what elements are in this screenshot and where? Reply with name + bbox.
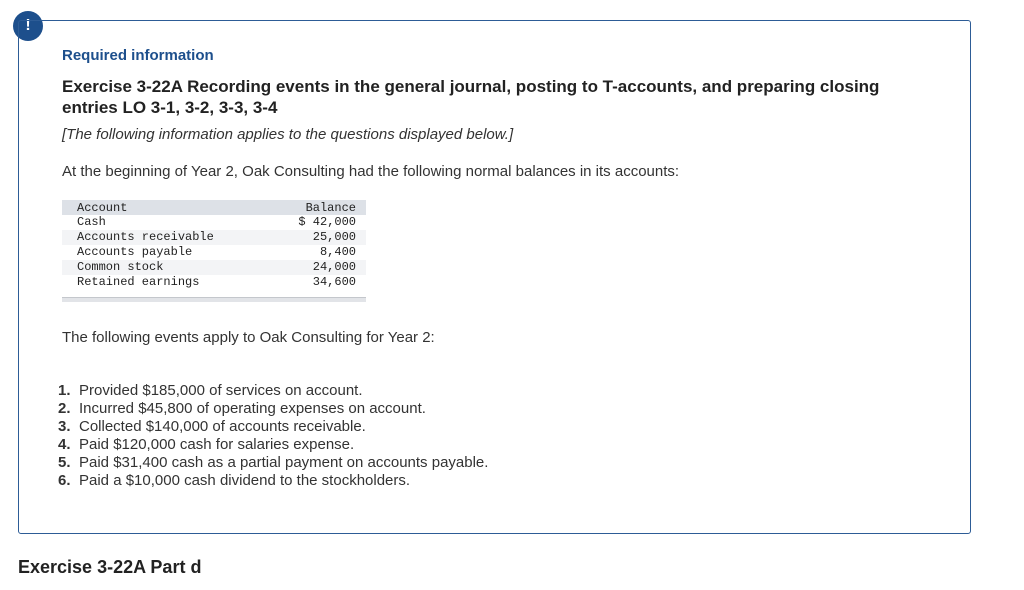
- account-balance: 25,000: [272, 230, 366, 245]
- event-number: 2.: [58, 400, 71, 417]
- table-row: [62, 230, 366, 245]
- list-item: [58, 436, 488, 454]
- event-number: 6.: [58, 472, 71, 489]
- applies-note: [The following information applies to the questions displayed below.]: [62, 126, 514, 143]
- list-item: [58, 454, 488, 472]
- table-bottom-rule: [62, 297, 366, 302]
- column-header-account: Account: [62, 200, 272, 215]
- table-header-row: [62, 200, 366, 215]
- event-text: Paid $31,400 cash as a partial payment on accounts payable.: [79, 454, 489, 471]
- balances-intro: At the beginning of Year 2, Oak Consulting had the following normal balances in its accounts:: [62, 163, 680, 180]
- account-balance: $ 42,000: [298, 215, 356, 229]
- events-intro: The following events apply to Oak Consulting for Year 2:: [62, 329, 435, 346]
- list-item: [58, 418, 488, 436]
- table-row: [62, 245, 366, 260]
- column-header-balance: Balance: [272, 200, 366, 215]
- event-text: Paid $120,000 cash for salaries expense.: [79, 436, 355, 453]
- event-number: 5.: [58, 454, 71, 471]
- account-name: Common stock: [62, 260, 272, 275]
- account-name: Accounts receivable: [62, 230, 272, 245]
- table-row: [62, 260, 366, 275]
- events-list: [58, 382, 488, 490]
- event-text: Collected $140,000 of accounts receivable.: [79, 418, 366, 435]
- table-row: [62, 275, 366, 290]
- account-name: Retained earnings: [77, 275, 200, 289]
- account-balance: 8,400: [319, 245, 356, 259]
- list-item: [58, 472, 488, 490]
- event-text: Incurred $45,800 of operating expenses on account.: [79, 400, 426, 417]
- list-item: [58, 400, 488, 418]
- event-number: 1.: [58, 382, 71, 399]
- list-item: [58, 382, 488, 400]
- account-balance: 34,600: [312, 275, 356, 289]
- event-number: 3.: [58, 418, 71, 435]
- account-name: Cash: [77, 215, 106, 229]
- part-title: Exercise 3-22A Part d: [18, 557, 202, 577]
- required-info-heading: Required information: [62, 47, 214, 64]
- table-row: [62, 215, 366, 230]
- balances-table: [62, 200, 366, 290]
- event-text: Paid a $10,000 cash dividend to the stockholders.: [79, 472, 411, 489]
- exercise-title: Exercise 3-22A Recording events in the general journal, posting to T-accounts, and preparing closing entries LO 3-1, 3-2, 3-3, 3-4: [62, 77, 880, 117]
- account-name: Accounts payable: [77, 245, 193, 259]
- account-balance: 24,000: [272, 260, 366, 275]
- event-number: 4.: [58, 436, 71, 453]
- alert-icon: !: [13, 11, 43, 41]
- event-text: Provided $185,000 of services on account.: [79, 382, 363, 399]
